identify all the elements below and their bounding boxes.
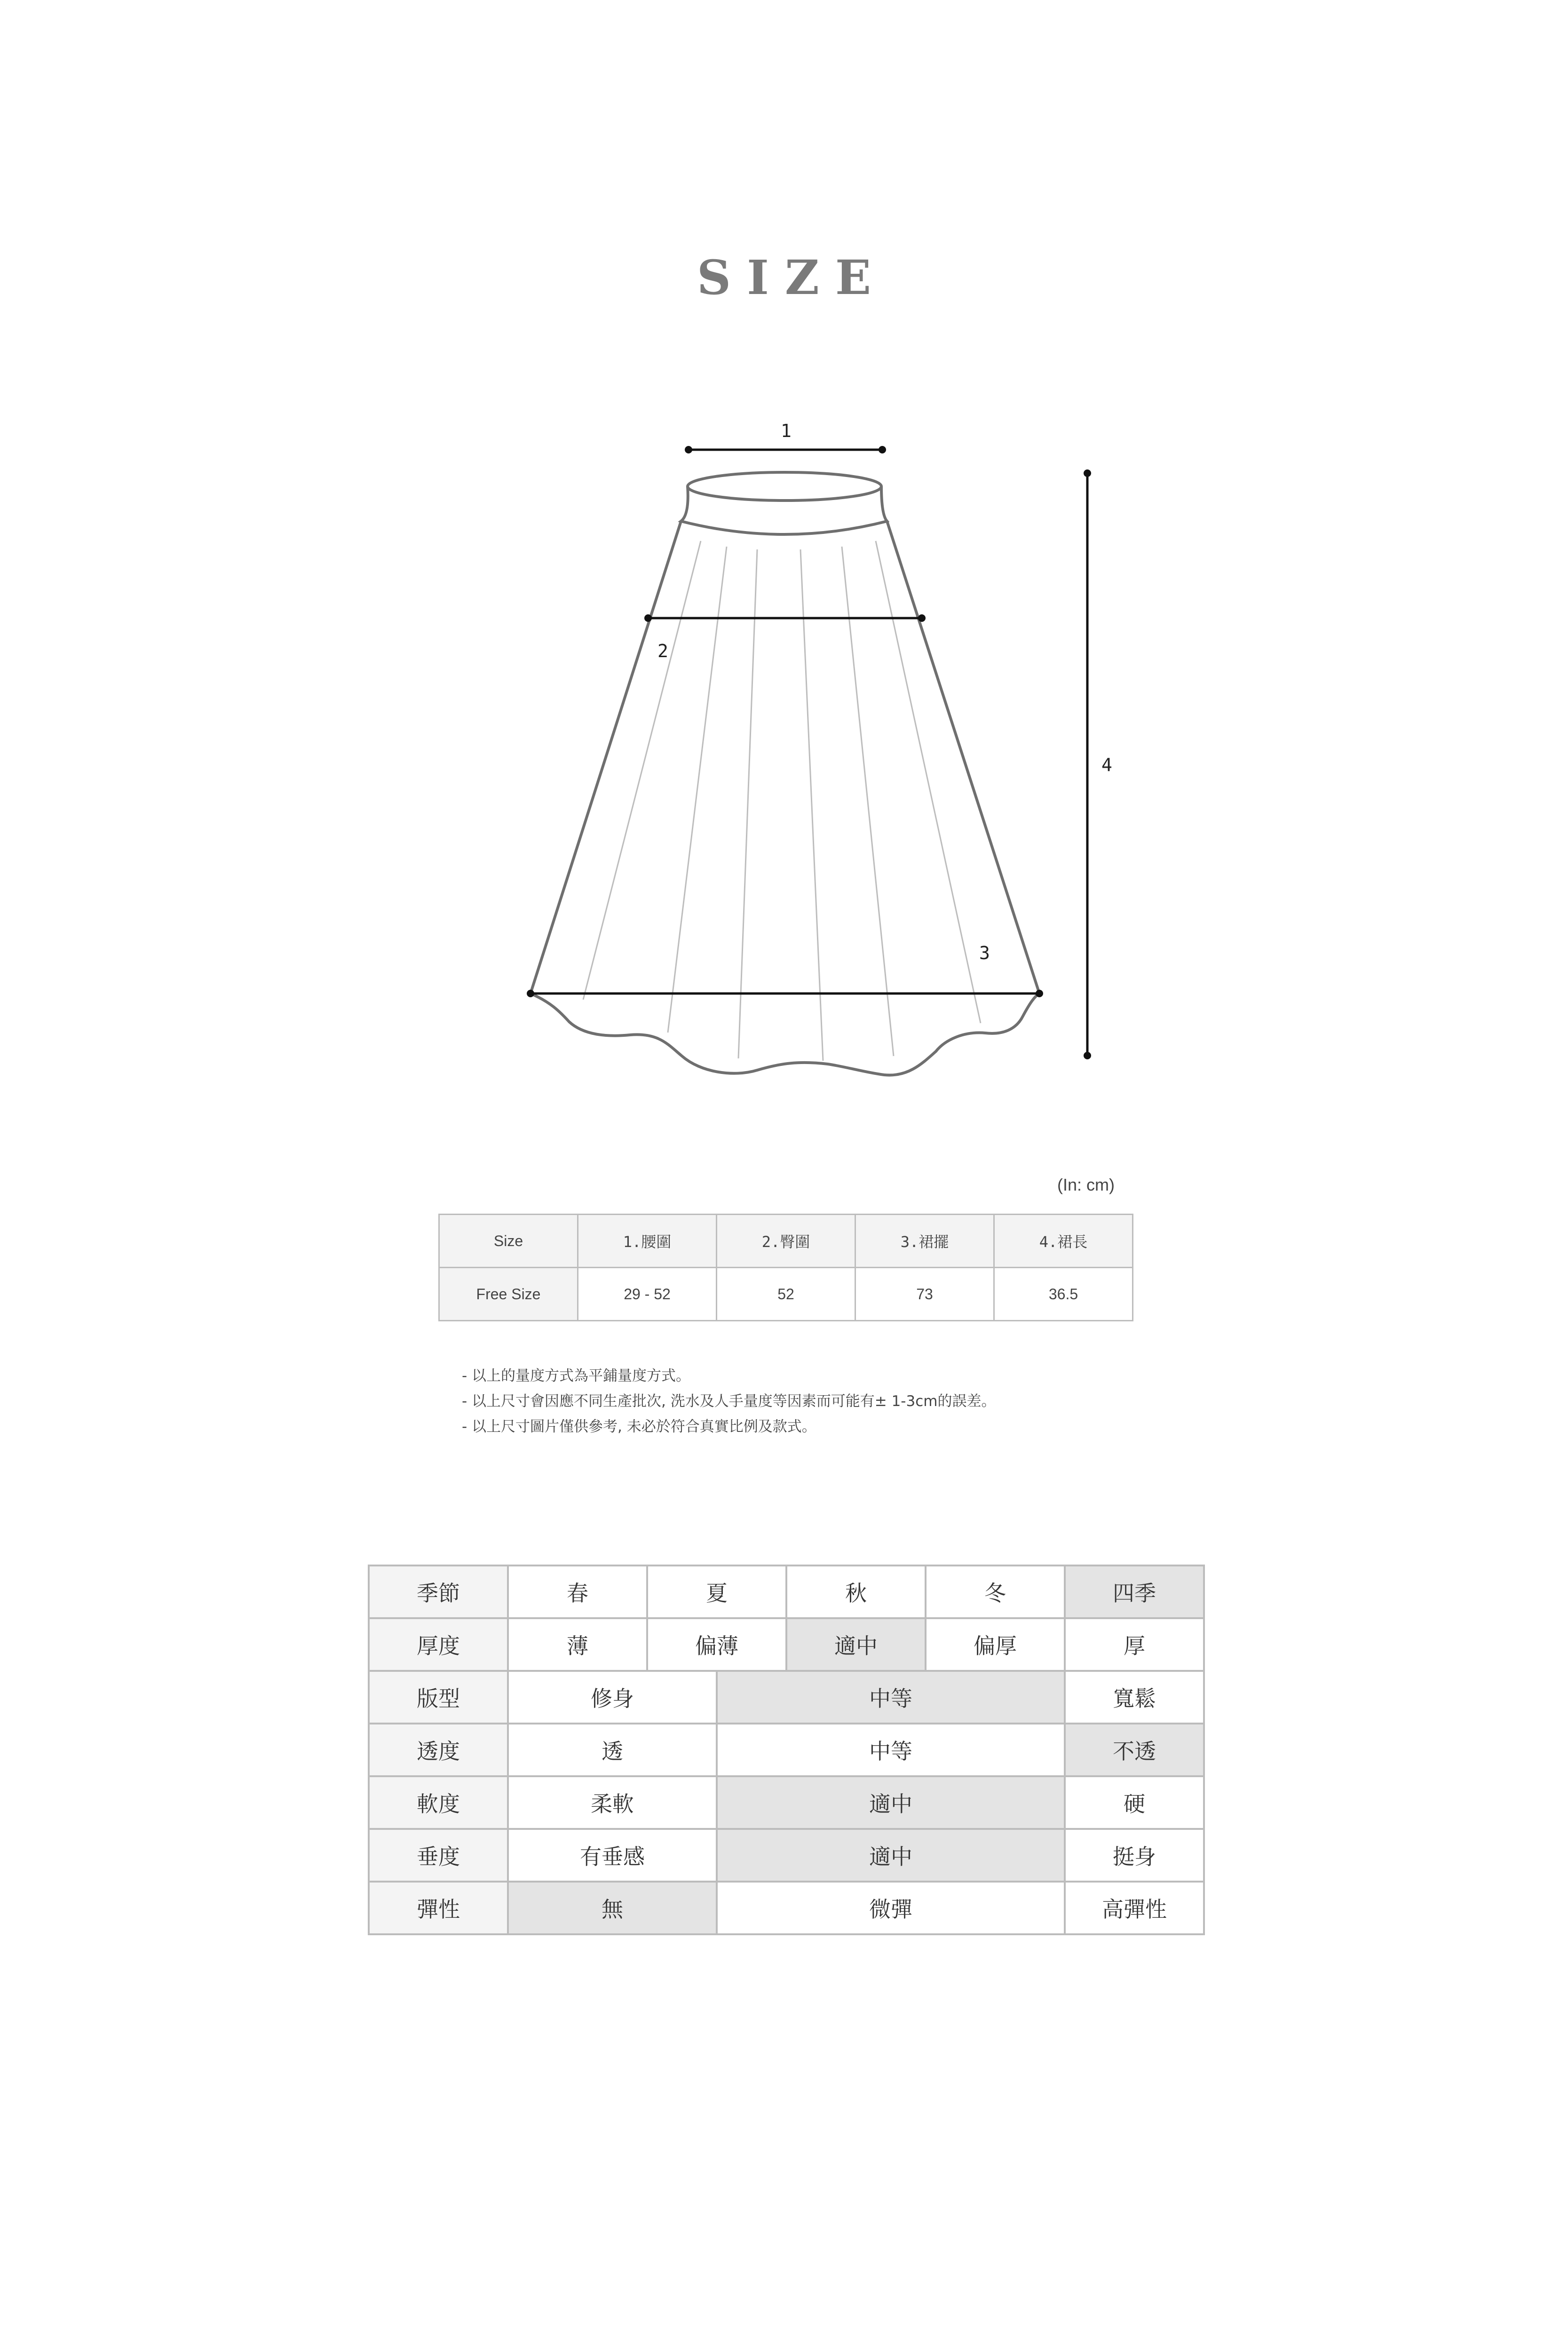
measurement-label-hem: 3 [979, 943, 990, 963]
attr-row-softness [369, 1776, 1204, 1829]
size-header-cell: Size [439, 1215, 578, 1268]
attr-option: 偏厚 [926, 1618, 1065, 1671]
attr-option: 高彈性 [1065, 1882, 1204, 1934]
attr-label: 版型 [369, 1671, 508, 1724]
unit-note: (In: cm) [1057, 1175, 1115, 1194]
size-value-cell: 36.5 [994, 1268, 1133, 1321]
attr-option: 厚 [1065, 1618, 1204, 1671]
attr-option: 寬鬆 [1065, 1671, 1204, 1724]
size-value-cell: 73 [855, 1268, 994, 1321]
attr-row-thickness [369, 1618, 1204, 1671]
attr-option-selected: 無 [508, 1882, 717, 1934]
attr-option: 修身 [508, 1671, 717, 1724]
attr-option: 偏薄 [647, 1618, 786, 1671]
attr-row-drape [369, 1829, 1204, 1882]
attr-label: 軟度 [369, 1776, 508, 1829]
attr-option-selected: 不透 [1065, 1724, 1204, 1776]
measurement-label-waist: 1 [781, 421, 792, 441]
attr-option: 透 [508, 1724, 717, 1776]
attr-option: 硬 [1065, 1776, 1204, 1829]
measurement-label-length: 4 [1101, 755, 1112, 775]
attr-option: 挺身 [1065, 1829, 1204, 1882]
attr-label: 垂度 [369, 1829, 508, 1882]
attr-label: 厚度 [369, 1618, 508, 1671]
size-header-cell: 3.裙擺 [855, 1215, 994, 1268]
attr-option: 柔軟 [508, 1776, 717, 1829]
attr-option-selected: 適中 [717, 1776, 1065, 1829]
attr-option-selected: 中等 [717, 1671, 1065, 1724]
attr-option-selected: 四季 [1065, 1565, 1204, 1618]
attr-row-elasticity [369, 1882, 1204, 1934]
attr-label: 透度 [369, 1724, 508, 1776]
attr-option: 春 [508, 1565, 647, 1618]
size-table-row [439, 1268, 1133, 1321]
size-table [438, 1214, 1133, 1321]
measurement-notes [462, 1363, 996, 1439]
size-header-cell: 1.腰圍 [578, 1215, 717, 1268]
attr-option: 薄 [508, 1618, 647, 1671]
note-line: - 以上的量度方式為平鋪量度方式。 [462, 1367, 691, 1384]
size-table-header-row [439, 1215, 1133, 1268]
size-value-cell: 29 - 52 [578, 1268, 717, 1321]
note-line: - 以上尺寸圖片僅供參考, 未必於符合真實比例及款式。 [462, 1418, 816, 1435]
attr-option-selected: 適中 [786, 1618, 926, 1671]
attr-option: 中等 [717, 1724, 1065, 1776]
attr-option: 夏 [647, 1565, 786, 1618]
size-value-cell: Free Size [439, 1268, 578, 1321]
attr-option-selected: 適中 [717, 1829, 1065, 1882]
size-header-cell: 4.裙長 [994, 1215, 1133, 1268]
page-title: SIZE [697, 250, 887, 305]
skirt-measurement-diagram [0, 0, 1568, 1129]
size-value-cell: 52 [717, 1268, 855, 1321]
attr-label: 彈性 [369, 1882, 508, 1934]
measurement-label-hip: 2 [657, 641, 668, 661]
attr-option: 冬 [926, 1565, 1065, 1618]
skirt-outline [531, 472, 1039, 1075]
size-header-cell: 2.臀圍 [717, 1215, 855, 1268]
attr-row-fit [369, 1671, 1204, 1724]
attr-option: 有垂感 [508, 1829, 717, 1882]
attr-row-season [369, 1565, 1204, 1618]
attr-option: 秋 [786, 1565, 926, 1618]
fabric-attribute-table [368, 1565, 1205, 1935]
note-line: - 以上尺寸會因應不同生產批次, 洗水及人手量度等因素而可能有± 1-3cm的誤差。 [462, 1393, 996, 1410]
attr-row-transparency [369, 1724, 1204, 1776]
attr-option: 微彈 [717, 1882, 1065, 1934]
attr-label: 季節 [369, 1565, 508, 1618]
